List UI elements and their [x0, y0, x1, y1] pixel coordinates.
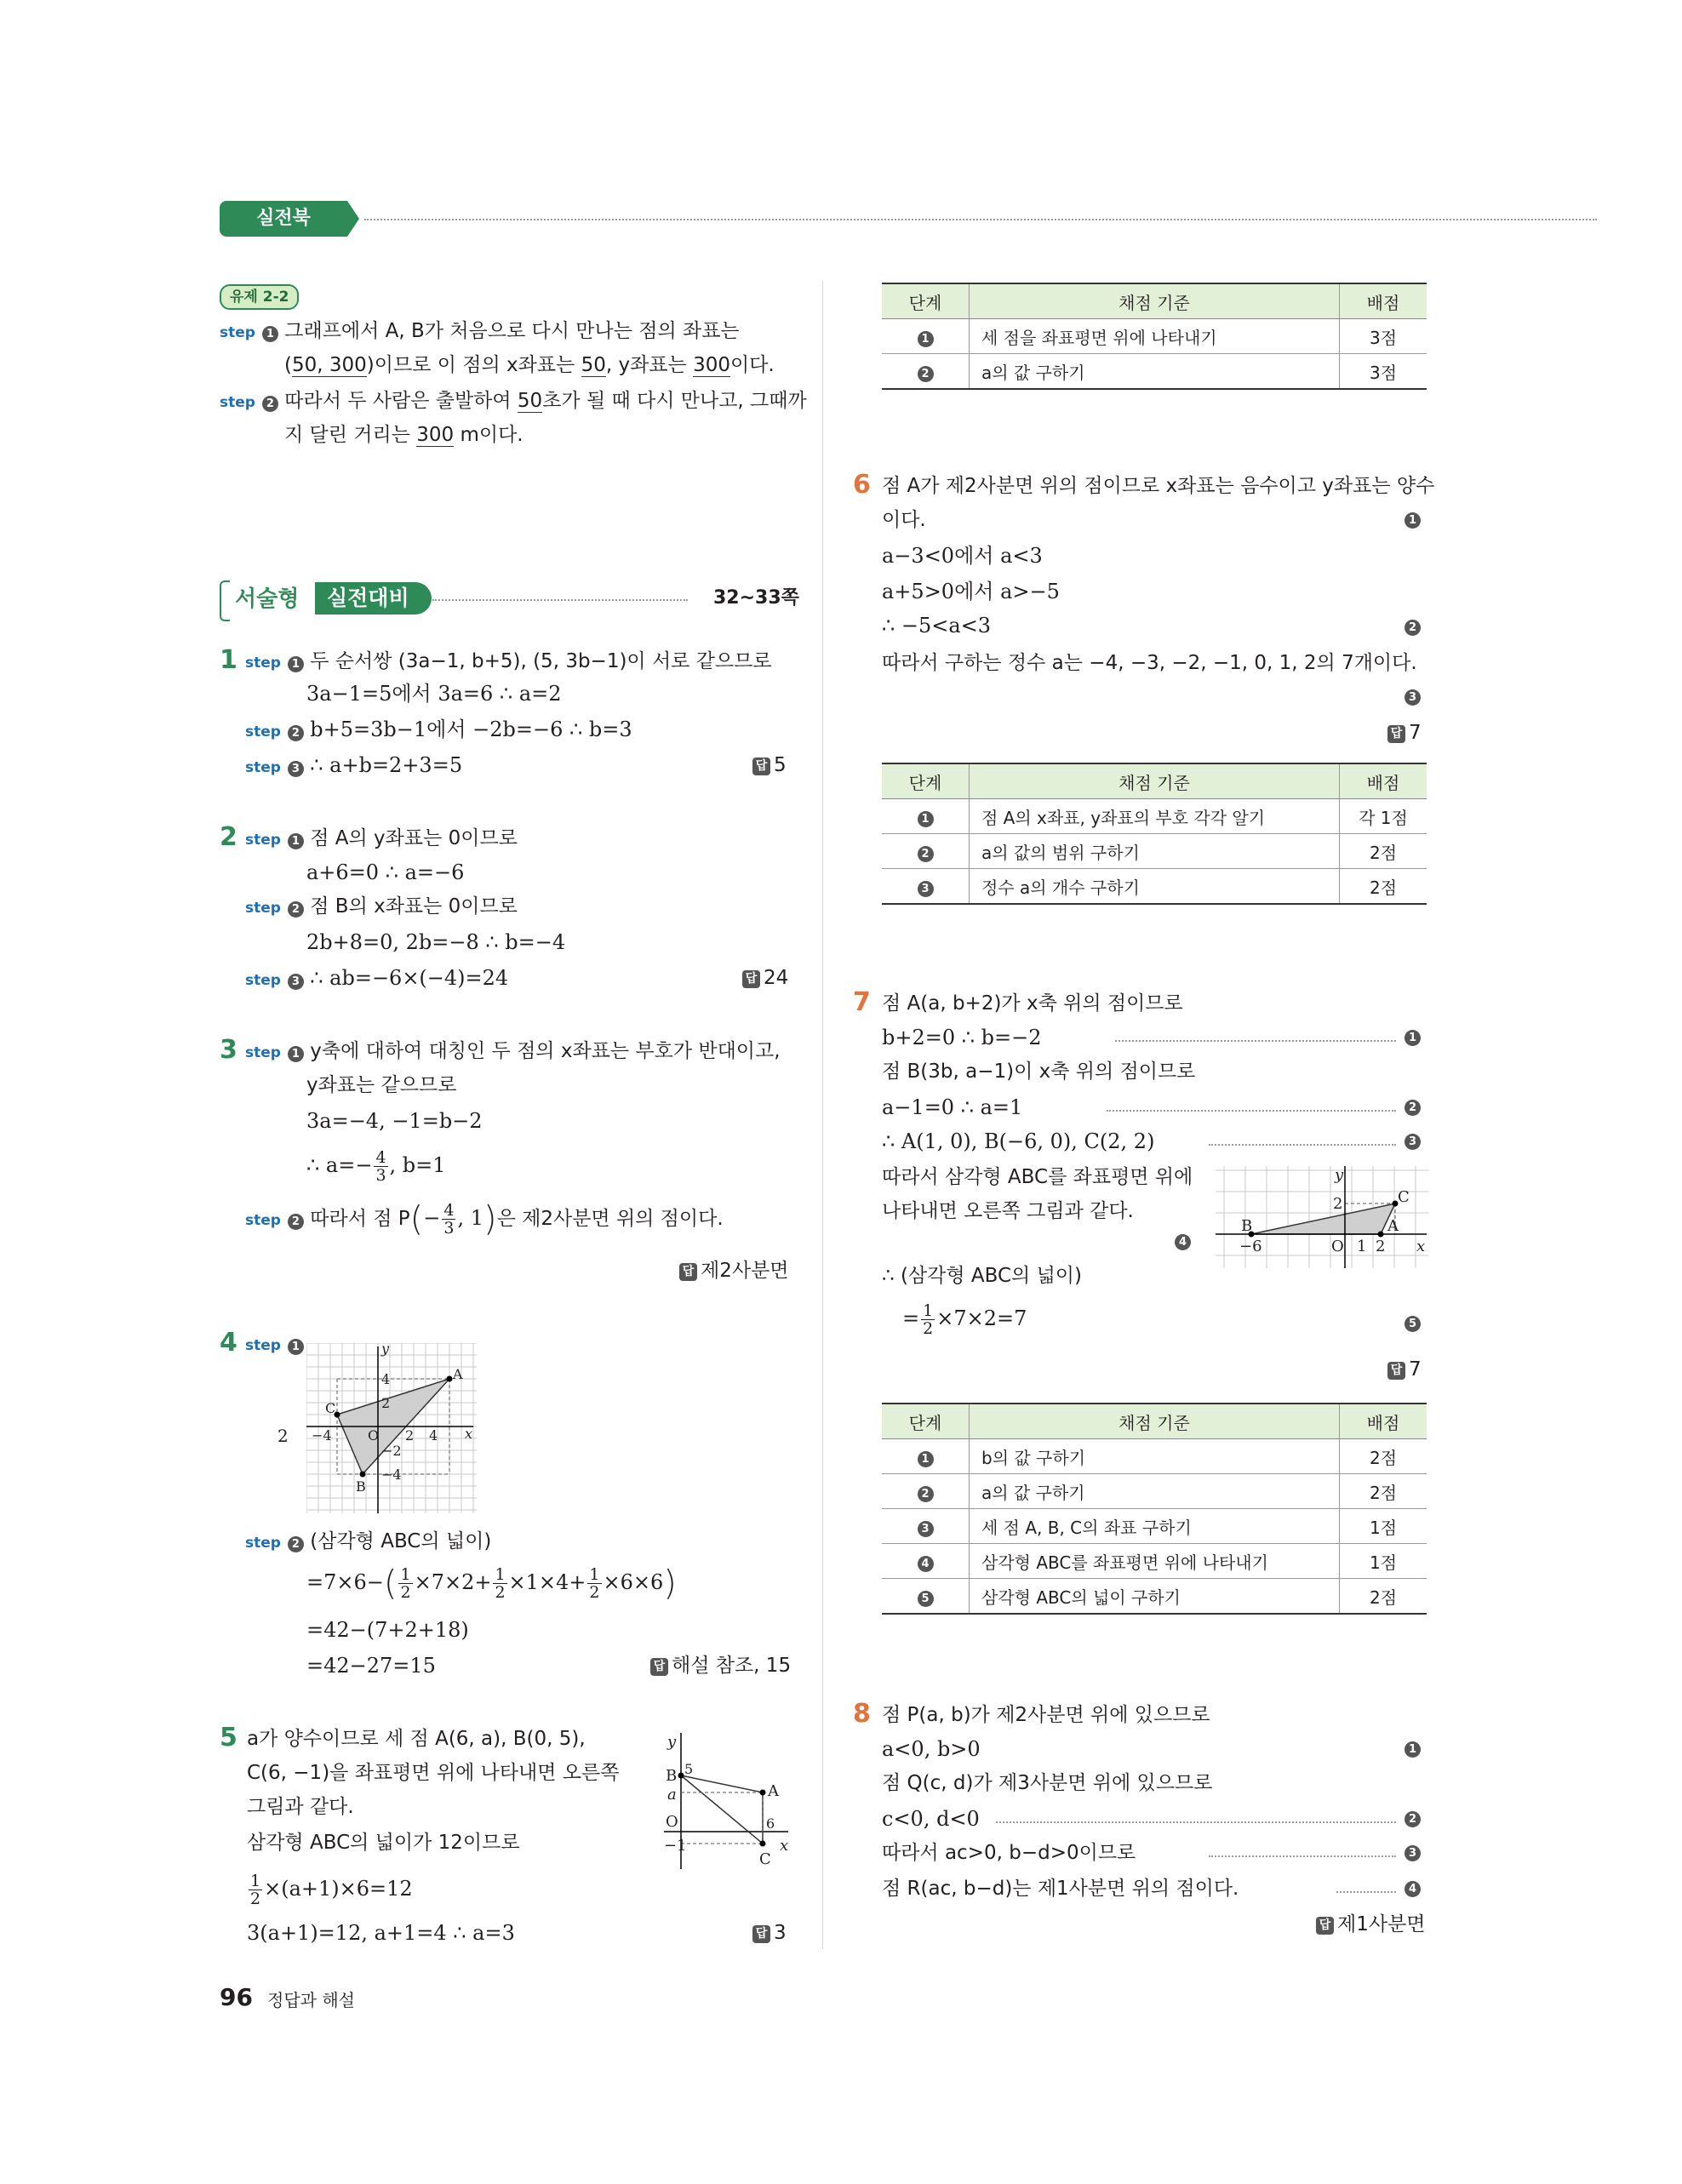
p8-dots4 [1336, 1891, 1396, 1893]
p4-tick-y2: 2 [381, 1395, 391, 1411]
p7-tick-y2: 2 [1333, 1195, 1343, 1213]
ex22-line2: (50, 300)이므로 이 점의 x좌표는 50, y좌표는 300이다. [284, 354, 775, 376]
p4-y-axis-label: y [381, 1343, 390, 1357]
table-header: 배점 [1340, 763, 1427, 799]
p7-line2: b+2=0 ∴ b=−2 [882, 1026, 1042, 1049]
p4-number: 4 [220, 1328, 237, 1358]
p4-line3: =42−(7+2+18) [306, 1618, 469, 1642]
p7-number: 7 [853, 987, 871, 1017]
p5-point-b-label: B [666, 1767, 678, 1785]
p5-point-a-label: A [768, 1782, 779, 1800]
table-row: 5 삼각형 ABC의 넓이 구하기 2점 [882, 1579, 1427, 1615]
p6-line4: a+5>0에서 a>−5 [882, 580, 1060, 603]
p5-y-axis-label: y [667, 1733, 677, 1751]
table-header: 단계 [882, 1404, 970, 1439]
p4-tick-y4: 4 [381, 1371, 391, 1387]
p4-tick-xm4: −4 [312, 1427, 332, 1444]
p8-dots2 [996, 1821, 1396, 1823]
p4-point-a-label: A [453, 1366, 463, 1382]
p8-number: 8 [853, 1699, 871, 1729]
p6-number: 6 [853, 470, 871, 500]
p3-line1: step 1 y축에 대하여 대칭인 두 점의 x좌표는 부호가 반대이고, [245, 1040, 781, 1062]
table-row: 3 정수 a의 개수 구하기 2점 [882, 869, 1427, 905]
section-subtitle: 실전대비 [315, 582, 432, 615]
p5-line6: 3(a+1)=12, a+1=4 ∴ a=3 [247, 1921, 515, 1945]
table-header: 배점 [1340, 1404, 1427, 1439]
p3-line3: 3a=−4, −1=b−2 [306, 1109, 483, 1133]
p5-answer: 답 3 [752, 1920, 787, 1946]
p5-line5: $\frac{1}{2}$ ×(a+1)×6=12 [250, 1872, 413, 1908]
table-row: 3 세 점 A, B, C의 좌표 구하기 1점 [882, 1509, 1427, 1544]
p1-number: 1 [220, 645, 237, 675]
exercise-badge: 유제 2-2 [220, 284, 299, 310]
scoring-table-3 [882, 1403, 1427, 1615]
table-header: 채점 기준 [970, 763, 1340, 799]
p4-line2: =7×6−( $\frac{1}{2}$ ×7×2+ $\frac{1}{2}$ ×1×4+ $\frac{1}{2}$ ×6×6) [306, 1564, 677, 1604]
header-tab-label: 실전북 [256, 208, 311, 229]
p7-point-c-label: C [1398, 1188, 1410, 1206]
p5-tick-six: 6 [766, 1815, 775, 1832]
ex22-line4: 지 달린 거리는 300 m이다. [284, 424, 523, 446]
p2-line2: a+6=0 ∴ a=−6 [306, 860, 465, 884]
p5-graph [664, 1733, 792, 1869]
p4-x-axis-label: x [465, 1426, 473, 1442]
p4-step1: step 1 [245, 1331, 304, 1358]
table-header: 단계 [882, 763, 970, 799]
p5-line1: a가 양수이므로 세 점 A(6, a), B(0, 5), [247, 1728, 586, 1750]
p7-tick-x2: 2 [1376, 1238, 1386, 1255]
p3-line2: y좌표는 같으므로 [306, 1074, 457, 1096]
p8-answer: 답 제1사분면 [1316, 1912, 1426, 1937]
p5-line2: C(6, −1)을 좌표평면 위에 나타내면 오른쪽 [247, 1762, 620, 1784]
p1-line2: 3a−1=5에서 3a=6 ∴ a=2 [306, 682, 562, 706]
section-bracket [220, 580, 230, 621]
table-header: 단계 [882, 283, 970, 319]
p6-line1: 점 A가 제2사분면 위의 점이므로 x좌표는 음수이고 y좌표는 양수 [882, 475, 1435, 497]
p6-line3: a−3<0에서 a<3 [882, 544, 1043, 568]
p8-mark4: 4 [1405, 1879, 1421, 1897]
p5-point-c-label: C [759, 1850, 771, 1868]
p5-number: 5 [220, 1723, 237, 1752]
p8-line3: 점 Q(c, d)가 제3사분면 위에 있으므로 [882, 1772, 1213, 1794]
p1-line3: step 2 b+5=3b−1에서 −2b=−6 ∴ b=3 [245, 718, 632, 741]
p3-line5: step 2 따라서 점 P(− $\frac{4}{3}$ , 1)은 제2사분면 위의 점이다. [245, 1199, 724, 1239]
section-rule [432, 599, 688, 601]
table-row: 2 a의 값 구하기 3점 [882, 354, 1427, 390]
section-pages: 32~33쪽 [713, 587, 799, 609]
p7-point-a-label: A [1387, 1217, 1399, 1235]
p7-answer: 답 7 [1387, 1357, 1422, 1382]
p7-tick-x1: 1 [1357, 1238, 1367, 1255]
p5-tick-m1: −1 [664, 1837, 687, 1855]
p4-origin-label: O [368, 1427, 380, 1444]
p2-line4: 2b+8=0, 2b=−8 ∴ b=−4 [306, 930, 566, 954]
p1-answer: 답 5 [752, 752, 787, 778]
p6-line2: 이다. [882, 509, 926, 531]
p7-mark5: 5 [1405, 1314, 1421, 1332]
p7-y-axis-label: y [1335, 1166, 1344, 1184]
p7-mark3: 3 [1405, 1132, 1421, 1150]
p7-dots1 [1115, 1040, 1396, 1042]
table-header: 배점 [1340, 283, 1427, 319]
p7-line3: 점 B(3b, a−1)이 x축 위의 점이므로 [882, 1061, 1196, 1083]
p7-line7: 나타내면 오른쪽 그림과 같다. [882, 1200, 1134, 1222]
p6-mark2: 2 [1405, 618, 1421, 636]
table-row: 4 삼각형 ABC를 좌표평면 위에 나타내기 1점 [882, 1544, 1427, 1579]
p5-tick-five: 5 [684, 1761, 694, 1777]
p3-line4: ∴ a=− $\frac{4}{3}$ , b=1 [306, 1148, 446, 1185]
p5-x-axis-label: x [780, 1837, 789, 1855]
p7-line1: 점 A(a, b+2)가 x축 위의 점이므로 [882, 992, 1183, 1015]
p7-origin-label: O [1331, 1238, 1344, 1255]
p2-line1: step 1 점 A의 y좌표는 0이므로 [245, 827, 518, 849]
p8-line4: c<0, d<0 [882, 1807, 980, 1831]
column-divider [822, 281, 823, 1949]
p2-line5: step 3 ∴ ab=−6×(−4)=24 [245, 966, 509, 990]
p2-line3: step 2 점 B의 x좌표는 0이므로 [245, 895, 518, 918]
p7-line8: ∴ (삼각형 ABC의 넓이) [882, 1265, 1082, 1287]
header-tab-arrow [347, 201, 359, 237]
table-row: 1 점 A의 x좌표, y좌표의 부호 각각 알기 각 1점 [882, 799, 1427, 834]
table-row: 1 세 점을 좌표평면 위에 나타내기 3점 [882, 319, 1427, 354]
p4-answer: 답 해설 참조, 15 [650, 1653, 791, 1678]
p5-tick-a: a [667, 1786, 677, 1804]
p8-line1: 점 P(a, b)가 제2사분면 위에 있으므로 [882, 1704, 1210, 1726]
p5-line3: 그림과 같다. [247, 1796, 354, 1818]
p7-mark4: 4 [1175, 1232, 1191, 1250]
table-header: 채점 기준 [970, 1404, 1340, 1439]
p7-dots3 [1209, 1144, 1396, 1146]
p4-tick-ym2: −2 [381, 1443, 402, 1459]
p7-line4: a−1=0 ∴ a=1 [882, 1095, 1023, 1119]
p8-mark2: 2 [1405, 1810, 1421, 1827]
ex22-line3: step 2 따라서 두 사람은 출발하여 50초가 될 때 다시 만나고, 그때까 [220, 390, 807, 412]
scoring-table-1 [882, 283, 1427, 390]
p8-mark3: 3 [1405, 1844, 1421, 1861]
p1-line1: step 1 두 순서쌍 (3a−1, b+5), (5, 3b−1)이 서로 같으므로 [245, 650, 772, 672]
table-row: 1 b의 값 구하기 2점 [882, 1439, 1427, 1474]
table-header: 채점 기준 [970, 283, 1340, 319]
p7-mark2: 2 [1405, 1098, 1421, 1116]
p8-mark1: 1 [1405, 1740, 1421, 1758]
p7-line5: ∴ A(1, 0), B(−6, 0), C(2, 2) [882, 1129, 1155, 1153]
p4-line1: step 2 (삼각형 ABC의 넓이) [245, 1530, 492, 1552]
p5-line4: 삼각형 ABC의 넓이가 12이므로 [247, 1832, 520, 1854]
p6-line5: ∴ −5<a<3 [882, 614, 992, 637]
ex22-line1: step 1 그래프에서 A, B가 처음으로 다시 만나는 점의 좌표는 [220, 320, 740, 342]
table-row: 2 a의 값의 범위 구하기 2점 [882, 834, 1427, 869]
p8-line2: a<0, b>0 [882, 1737, 981, 1761]
p6-mark3: 3 [1405, 688, 1421, 706]
scoring-table-2 [882, 763, 1427, 905]
p8-dots3 [1209, 1855, 1396, 1857]
p4-graph [306, 1343, 477, 1513]
table-row: 2 a의 값 구하기 2점 [882, 1474, 1427, 1509]
p7-dots2 [1107, 1110, 1396, 1112]
p6-answer: 답 7 [1387, 720, 1422, 746]
p4-tick-x2: 2 [405, 1427, 415, 1444]
p1-line4: step 3 ∴ a+b=2+3=5 [245, 753, 463, 777]
p7-line9: = $\frac{1}{2}$ ×7×2=7 [902, 1301, 1027, 1338]
p2-number: 2 [220, 822, 237, 852]
p4-left-label: 2 [277, 1426, 289, 1446]
p7-mark1: 1 [1405, 1028, 1421, 1046]
p3-answer: 답 제2사분면 [679, 1258, 789, 1284]
p7-x-axis-label: x [1416, 1238, 1426, 1255]
p8-line5: 따라서 ac>0, b−d>0이므로 [882, 1842, 1136, 1864]
p2-answer: 답 24 [742, 965, 788, 991]
page-number: 96 [220, 1983, 253, 2011]
p7-tick-xm6: −6 [1239, 1238, 1262, 1255]
p3-number: 3 [220, 1035, 237, 1065]
p7-point-b-label: B [1241, 1217, 1253, 1235]
section-title: 서술형 [235, 586, 300, 612]
p4-point-c-label: C [325, 1400, 336, 1416]
p4-line4: =42−27=15 [306, 1654, 436, 1678]
p7-graph [1216, 1166, 1428, 1268]
p6-mark1: 1 [1405, 511, 1421, 529]
header-rule [364, 219, 1597, 220]
p4-tick-x4: 4 [429, 1427, 438, 1444]
p5-origin-label: O [666, 1813, 678, 1831]
footer-label: 정답과 해설 [267, 1990, 355, 2010]
p7-line6: 따라서 삼각형 ABC를 좌표평면 위에 [882, 1166, 1193, 1188]
p6-line6: 따라서 구하는 정수 a는 −4, −3, −2, −1, 0, 1, 2의 7개이다. [882, 652, 1417, 674]
p8-line6: 점 R(ac, b−d)는 제1사분면 위의 점이다. [882, 1878, 1239, 1900]
p4-tick-ym4: −4 [381, 1466, 402, 1483]
p4-point-b-label: B [356, 1478, 366, 1495]
